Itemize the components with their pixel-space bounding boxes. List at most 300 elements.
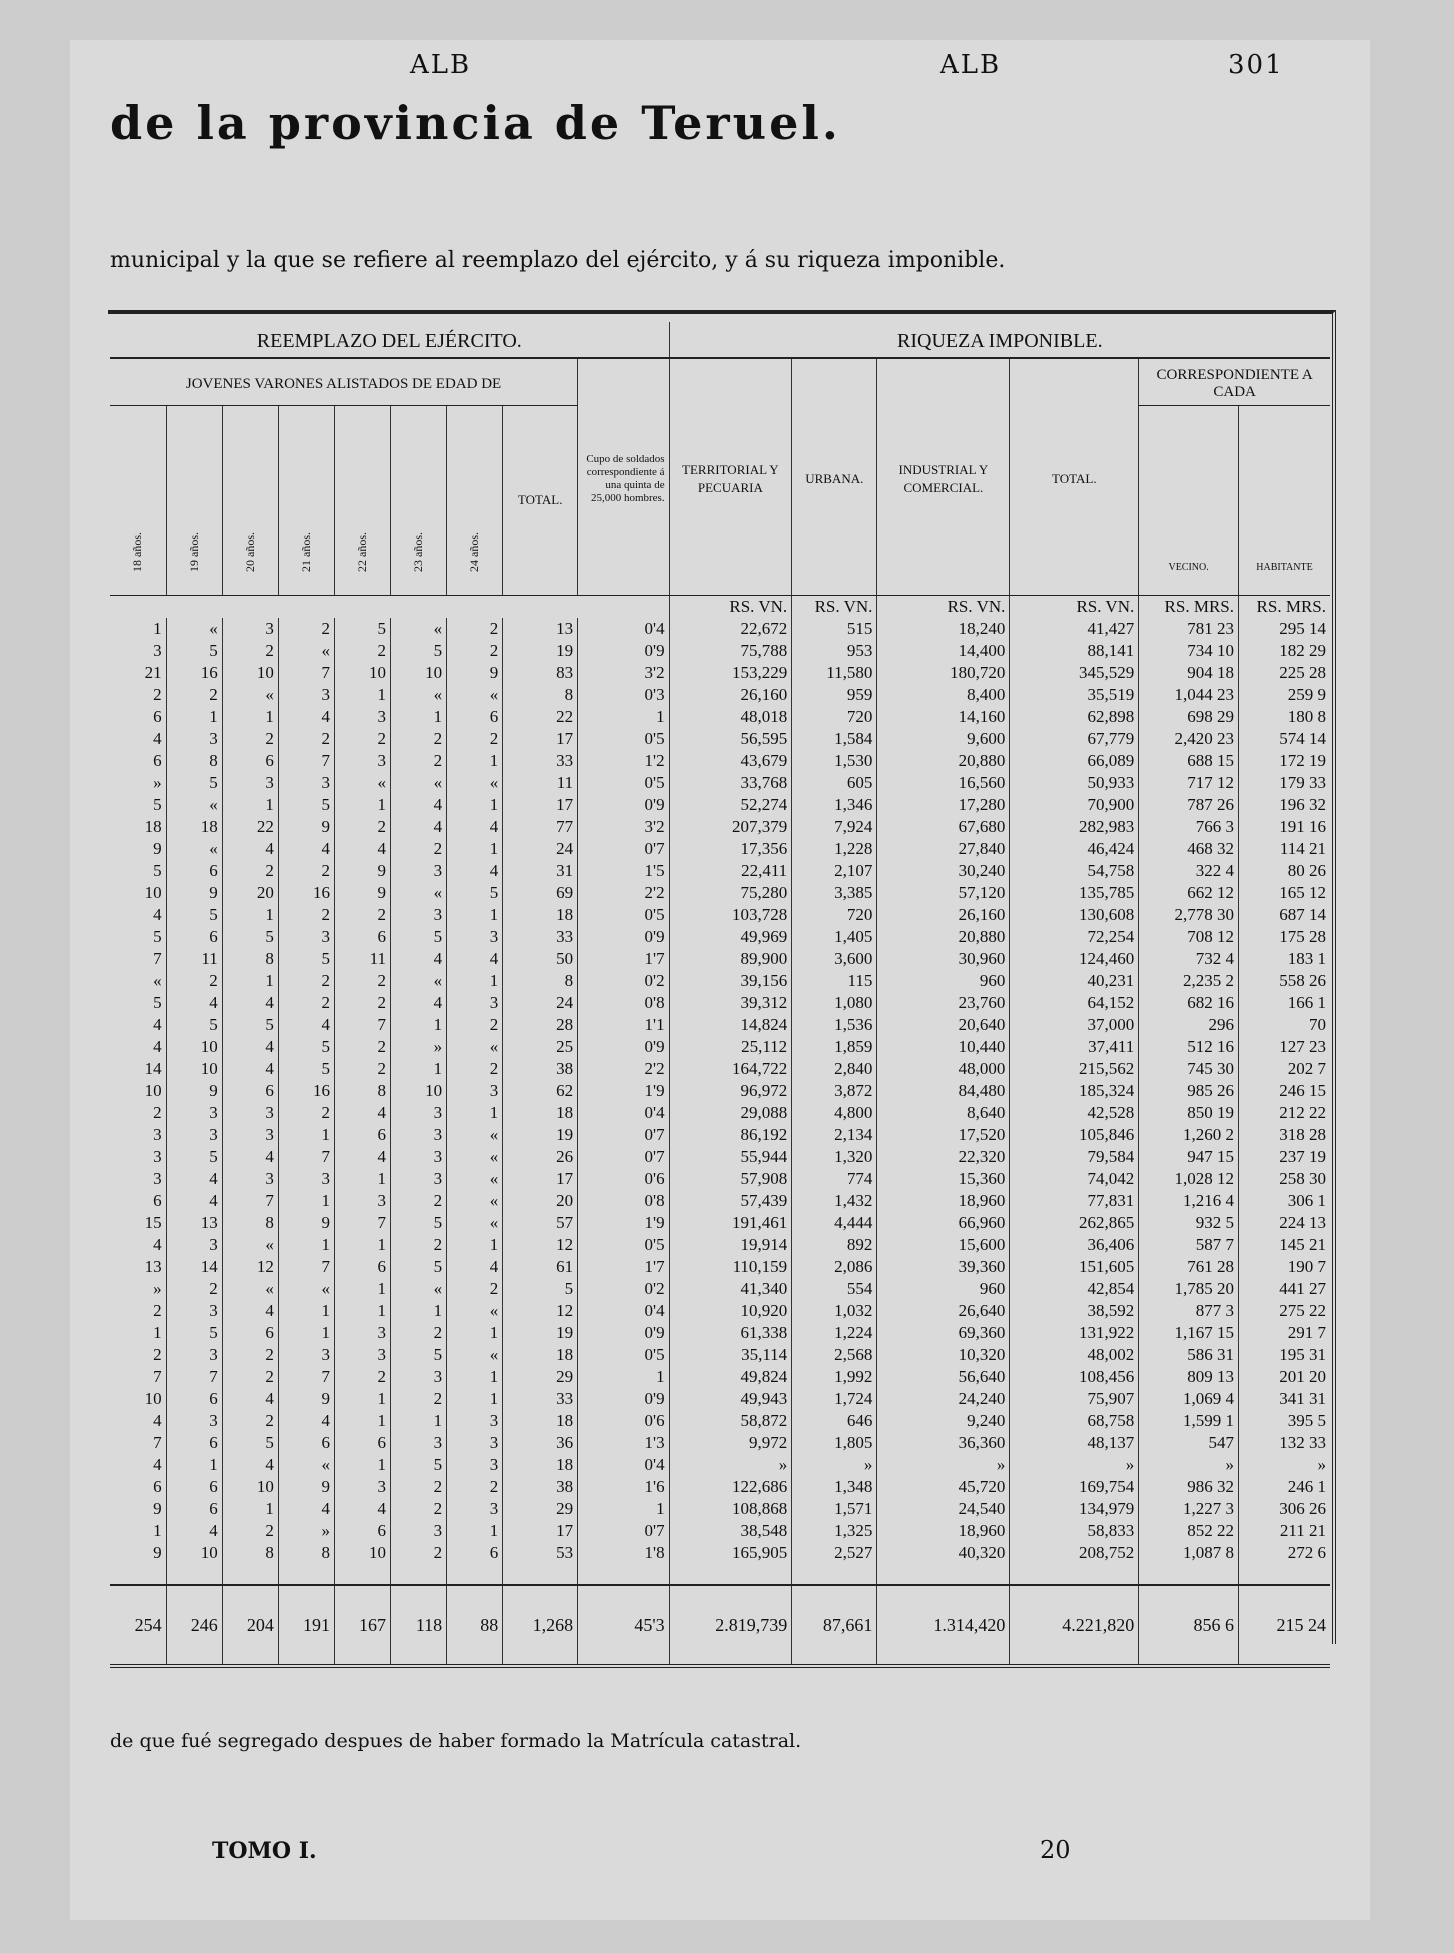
table-cell: 7 xyxy=(334,1014,390,1036)
table-cell: 3 xyxy=(166,728,222,750)
table-cell: 1,724 xyxy=(792,1388,877,1410)
table-cell: 14 xyxy=(144,1059,162,1078)
table-cell: 88,141 xyxy=(1010,640,1139,662)
table-cell: 7 xyxy=(278,1366,334,1388)
table-cell: 717 12 xyxy=(1139,772,1239,794)
table-cell: 3 xyxy=(334,1344,390,1366)
table-cell: 2 xyxy=(222,1410,278,1432)
table-cell: 42,854 xyxy=(1010,1278,1139,1300)
table-cell: 5 xyxy=(166,1322,222,1344)
table-cell: 0'5 xyxy=(578,904,670,926)
table-cell: 12 xyxy=(503,1300,578,1322)
table-cell: 1,992 xyxy=(792,1366,877,1388)
table-cell: « xyxy=(166,838,222,860)
table-row xyxy=(110,1476,1330,1498)
table-cell: 1,069 4 xyxy=(1139,1388,1239,1410)
table-cell: 5 xyxy=(222,1014,278,1036)
table-cell: 17 xyxy=(503,728,578,750)
table-cell: 5 xyxy=(391,1256,447,1278)
table-cell: 26,640 xyxy=(877,1300,1010,1322)
table-cell: 38 xyxy=(503,1476,578,1498)
table-cell: 2,086 xyxy=(792,1256,877,1278)
table-cell: 10 xyxy=(222,662,278,684)
table-cell: 18 xyxy=(503,904,578,926)
table-cell: 165,905 xyxy=(669,1542,792,1585)
table-cell: 5 xyxy=(278,1036,334,1058)
table-cell: 4 xyxy=(222,1300,278,1322)
total-cell: 87,661 xyxy=(792,1585,877,1666)
table-cell: 7 xyxy=(278,1256,334,1278)
table-cell: 688 15 xyxy=(1139,750,1239,772)
table-cell: 2 xyxy=(447,1278,503,1300)
table-cell: 258 30 xyxy=(1238,1168,1330,1190)
table-cell: 56,640 xyxy=(877,1366,1010,1388)
table-cell: 1 xyxy=(391,1058,447,1080)
table-cell: 190 7 xyxy=(1238,1256,1330,1278)
total-cell: 246 xyxy=(166,1585,222,1666)
table-cell: 2 xyxy=(391,1498,447,1520)
table-cell: 57,908 xyxy=(669,1168,792,1190)
table-cell: 6 xyxy=(278,1432,334,1454)
table-cell: 57,439 xyxy=(669,1190,792,1212)
table-cell: 6 xyxy=(222,1080,278,1102)
table-cell: 38,548 xyxy=(669,1520,792,1542)
table-cell: 2 xyxy=(278,970,334,992)
table-cell: 605 xyxy=(792,772,877,794)
table-cell: 54,758 xyxy=(1010,860,1139,882)
table-cell: 766 3 xyxy=(1139,816,1239,838)
table-cell: 2 xyxy=(278,618,334,640)
total-cell: 856 6 xyxy=(1139,1585,1239,1666)
table-cell: 39,312 xyxy=(669,992,792,1014)
table-cell: 6 xyxy=(153,1477,162,1496)
table-cell: 29 xyxy=(503,1366,578,1388)
table-cell: 37,000 xyxy=(1010,1014,1139,1036)
table-cell: » xyxy=(153,773,162,792)
table-cell: 4 xyxy=(153,1037,162,1056)
table-cell: 49,824 xyxy=(669,1366,792,1388)
table-cell: 196 32 xyxy=(1238,794,1330,816)
table-cell: 2,568 xyxy=(792,1344,877,1366)
table-cell: 2 xyxy=(391,838,447,860)
table-cell: 20 xyxy=(222,882,278,904)
table-cell: 225 28 xyxy=(1238,662,1330,684)
col-industrial: INDUSTRIAL Y COMERCIAL. xyxy=(877,358,1010,596)
table-cell: 24,540 xyxy=(877,1498,1010,1520)
table-cell: 108,868 xyxy=(669,1498,792,1520)
table-cell: 15,600 xyxy=(877,1234,1010,1256)
table-row xyxy=(110,1014,1330,1036)
table-cell: 761 28 xyxy=(1139,1256,1239,1278)
table-row xyxy=(110,1146,1330,1168)
table-cell: 0'3 xyxy=(578,684,670,706)
table-cell: 1 xyxy=(447,1366,503,1388)
table-cell: 180,720 xyxy=(877,662,1010,684)
table-cell: 1 xyxy=(447,838,503,860)
table-cell: 10 xyxy=(166,1542,222,1585)
table-cell: 850 19 xyxy=(1139,1102,1239,1124)
table-cell: 1 xyxy=(391,1014,447,1036)
table-cell: 291 7 xyxy=(1238,1322,1330,1344)
table-cell: 1 xyxy=(447,1388,503,1410)
table-cell: 28 xyxy=(503,1014,578,1036)
table-cell: 4 xyxy=(153,1455,162,1474)
table-cell: 3 xyxy=(391,1366,447,1388)
table-cell: 96,972 xyxy=(669,1080,792,1102)
table-cell: 547 xyxy=(1139,1432,1239,1454)
statistics-table xyxy=(110,322,1330,1668)
table-cell: 5 xyxy=(391,926,447,948)
table-cell: 1,432 xyxy=(792,1190,877,1212)
table-cell: 191 16 xyxy=(1238,816,1330,838)
table-cell: « xyxy=(222,1234,278,1256)
table-cell: 6 xyxy=(334,1256,390,1278)
table-cell: 33,768 xyxy=(669,772,792,794)
table-cell: 720 xyxy=(792,904,877,926)
table-cell: 0'7 xyxy=(578,1124,670,1146)
table-row xyxy=(110,1432,1330,1454)
table-cell: 4 xyxy=(334,1146,390,1168)
table-cell: 468 32 xyxy=(1139,838,1239,860)
table-cell: 4 xyxy=(166,1168,222,1190)
table-cell: 2 xyxy=(278,728,334,750)
table-cell: 4 xyxy=(166,1190,222,1212)
table-cell: 2 xyxy=(278,904,334,926)
table-cell: » xyxy=(391,1036,447,1058)
table-cell: 2 xyxy=(278,992,334,1014)
table-cell: 7 xyxy=(278,750,334,772)
table-cell: 10 xyxy=(166,1036,222,1058)
table-cell: 24 xyxy=(503,838,578,860)
table-cell: 6 xyxy=(166,860,222,882)
table-cell: 27,840 xyxy=(877,838,1010,860)
table-cell: 3 xyxy=(166,1300,222,1322)
table-row xyxy=(110,1256,1330,1278)
table-cell: 33 xyxy=(503,926,578,948)
table-cell: 3 xyxy=(166,1234,222,1256)
table-cell: 83 xyxy=(503,662,578,684)
table-cell: 62 xyxy=(503,1080,578,1102)
table-cell: 41,427 xyxy=(1010,618,1139,640)
table-cell: 86,192 xyxy=(669,1124,792,1146)
col-vecino: VECINO. xyxy=(1139,406,1239,596)
table-cell: 1 xyxy=(391,1300,447,1322)
table-cell: 1 xyxy=(334,1300,390,1322)
table-cell: » xyxy=(153,1279,162,1298)
table-cell: 48,137 xyxy=(1010,1432,1139,1454)
table-row xyxy=(110,1344,1330,1366)
table-cell: 6 xyxy=(166,1476,222,1498)
table-cell: 3 xyxy=(222,1124,278,1146)
table-cell: 35,114 xyxy=(669,1344,792,1366)
table-cell: 246 15 xyxy=(1238,1080,1330,1102)
col-territorial: TERRITORIAL Y PECUARIA xyxy=(669,358,792,596)
table-cell: 20 xyxy=(503,1190,578,1212)
table-cell: 18 xyxy=(503,1410,578,1432)
table-cell: 3 xyxy=(334,1476,390,1498)
table-cell: 79,584 xyxy=(1010,1146,1139,1168)
table-cell: 4 xyxy=(447,860,503,882)
table-cell: 67,680 xyxy=(877,816,1010,838)
table-cell: 53 xyxy=(503,1542,578,1585)
table-cell: 3 xyxy=(153,1169,162,1188)
table-cell: 5 xyxy=(278,1058,334,1080)
table-cell: « xyxy=(166,794,222,816)
table-cell: 0'6 xyxy=(578,1168,670,1190)
table-cell: 1 xyxy=(334,684,390,706)
table-cell: 75,788 xyxy=(669,640,792,662)
unit-label: RS. VN. xyxy=(877,596,1010,619)
table-cell: 127 23 xyxy=(1238,1036,1330,1058)
table-cell: 6 xyxy=(334,1520,390,1542)
table-cell: 10 xyxy=(144,883,162,902)
table-cell: 72,254 xyxy=(1010,926,1139,948)
table-cell: 4 xyxy=(278,838,334,860)
table-cell: 5 xyxy=(166,904,222,926)
table-cell: 2 xyxy=(222,1366,278,1388)
table-cell: 1 xyxy=(153,1323,162,1342)
table-cell: 1 xyxy=(447,1102,503,1124)
table-cell: 180 8 xyxy=(1238,706,1330,728)
table-cell: 4 xyxy=(391,992,447,1014)
table-cell: 19 xyxy=(503,1124,578,1146)
table-cell: 33 xyxy=(503,1388,578,1410)
table-cell: 8 xyxy=(222,948,278,970)
table-cell: 22 xyxy=(222,816,278,838)
table-cell: 1 xyxy=(447,904,503,926)
table-cell: 151,605 xyxy=(1010,1256,1139,1278)
table-cell: 9 xyxy=(153,839,162,858)
table-cell: 5 xyxy=(153,861,162,880)
table-cell: 3 xyxy=(447,1432,503,1454)
table-cell: « xyxy=(278,1454,334,1476)
table-cell: 1 xyxy=(153,1521,162,1540)
table-cell: 5 xyxy=(391,1454,447,1476)
table-cell: 1,087 8 xyxy=(1139,1542,1239,1585)
table-cell: 6 xyxy=(153,751,162,770)
table-cell: 272 6 xyxy=(1238,1542,1330,1585)
table-cell: 169,754 xyxy=(1010,1476,1139,1498)
table-cell: 0'9 xyxy=(578,926,670,948)
table-cell: 2,420 23 xyxy=(1139,728,1239,750)
table-cell: 3 xyxy=(447,992,503,1014)
table-cell: 9 xyxy=(153,1543,162,1562)
table-cell: 64,152 xyxy=(1010,992,1139,1014)
table-cell: 1 xyxy=(578,706,670,728)
table-row xyxy=(110,1278,1330,1300)
table-cell: 61,338 xyxy=(669,1322,792,1344)
table-cell: 2'2 xyxy=(578,882,670,904)
table-cell: 16 xyxy=(278,1080,334,1102)
table-cell: 2 xyxy=(391,1476,447,1498)
table-row xyxy=(110,1058,1330,1080)
table-cell: 3 xyxy=(447,1410,503,1432)
table-cell: 68,758 xyxy=(1010,1410,1139,1432)
table-cell: 25 xyxy=(503,1036,578,1058)
table-cell: 687 14 xyxy=(1238,904,1330,926)
table-cell: 1 xyxy=(222,706,278,728)
table-cell: 36,360 xyxy=(877,1432,1010,1454)
col-total-riqueza: TOTAL. xyxy=(1010,358,1139,596)
table-cell: 10 xyxy=(334,662,390,684)
table-cell: 9 xyxy=(153,1499,162,1518)
table-cell: 3 xyxy=(166,1102,222,1124)
table-cell: 130,608 xyxy=(1010,904,1139,926)
table-cell: 2 xyxy=(153,1345,162,1364)
table-row xyxy=(110,1388,1330,1410)
table-row xyxy=(110,1212,1330,1234)
table-row xyxy=(110,904,1330,926)
table-cell: 2 xyxy=(153,1103,162,1122)
table-cell: 0'4 xyxy=(578,1300,670,1322)
table-cell: 6 xyxy=(334,1432,390,1454)
table-cell: 6 xyxy=(166,1498,222,1520)
table-cell: 259 9 xyxy=(1238,684,1330,706)
table-cell: 18 xyxy=(503,1454,578,1476)
table-cell: « xyxy=(447,1146,503,1168)
table-cell: 37,411 xyxy=(1010,1036,1139,1058)
table-cell: 5 xyxy=(278,948,334,970)
table-cell: 1 xyxy=(278,1190,334,1212)
table-cell: 4 xyxy=(222,1146,278,1168)
table-cell: 4 xyxy=(222,992,278,1014)
table-cell: 3 xyxy=(278,1344,334,1366)
running-head-left: ALB xyxy=(410,50,472,80)
table-cell: 4 xyxy=(334,1102,390,1124)
table-cell: 5 xyxy=(166,772,222,794)
table-cell: 8 xyxy=(222,1542,278,1585)
table-cell: 3 xyxy=(166,1410,222,1432)
table-cell: 9 xyxy=(278,816,334,838)
table-cell: 8 xyxy=(278,1542,334,1585)
table-cell: 947 15 xyxy=(1139,1146,1239,1168)
table-row xyxy=(110,882,1330,904)
table-cell: 9,972 xyxy=(669,1432,792,1454)
table-row xyxy=(110,838,1330,860)
table-cell: 2 xyxy=(447,728,503,750)
table-cell: 1,571 xyxy=(792,1498,877,1520)
table-cell: 852 22 xyxy=(1139,1520,1239,1542)
footnote: de que fué segregado despues de haber formado la Matrícula catastral. xyxy=(110,1730,802,1752)
table-cell: 48,002 xyxy=(1010,1344,1139,1366)
table-cell: 35,519 xyxy=(1010,684,1139,706)
table-cell: 9 xyxy=(278,1388,334,1410)
table-cell: 892 xyxy=(792,1234,877,1256)
table-cell: 3 xyxy=(391,1520,447,1542)
table-cell: 296 xyxy=(1139,1014,1239,1036)
table-cell: 4 xyxy=(391,948,447,970)
table-cell: 26,160 xyxy=(877,904,1010,926)
group-riqueza: RIQUEZA IMPONIBLE. xyxy=(669,322,1330,358)
table-cell: 2 xyxy=(278,860,334,882)
table-cell: 1 xyxy=(334,1168,390,1190)
table-cell: « xyxy=(391,970,447,992)
table-cell: 275 22 xyxy=(1238,1300,1330,1322)
col-urbana: URBANA. xyxy=(792,358,877,596)
table-cell: » xyxy=(877,1454,1010,1476)
table-cell: » xyxy=(792,1454,877,1476)
table-cell: 1'9 xyxy=(578,1080,670,1102)
table-cell: 17 xyxy=(503,1168,578,1190)
table-cell: 1 xyxy=(334,1454,390,1476)
table-cell: 13 xyxy=(166,1212,222,1234)
table-cell: 3 xyxy=(278,926,334,948)
table-cell: 1 xyxy=(334,1234,390,1256)
table-cell: 24,240 xyxy=(877,1388,1010,1410)
table-cell: 4 xyxy=(153,729,162,748)
table-cell: 787 26 xyxy=(1139,794,1239,816)
table-cell: 8 xyxy=(503,970,578,992)
table-cell: 3 xyxy=(278,1168,334,1190)
table-cell: « xyxy=(222,1278,278,1300)
table-cell: 1 xyxy=(278,1234,334,1256)
table-cell: « xyxy=(391,882,447,904)
table-row xyxy=(110,1410,1330,1432)
table-cell: 0'9 xyxy=(578,1036,670,1058)
table-cell: 1 xyxy=(166,706,222,728)
table-cell: 55,944 xyxy=(669,1146,792,1168)
table-cell: 110,159 xyxy=(669,1256,792,1278)
table-cell: 0'9 xyxy=(578,794,670,816)
table-row xyxy=(110,1234,1330,1256)
table-cell: 3 xyxy=(334,1190,390,1212)
table-cell: 12 xyxy=(503,1234,578,1256)
table-row xyxy=(110,1498,1330,1520)
table-cell: 1 xyxy=(578,1498,670,1520)
table-cell: 10 xyxy=(391,662,447,684)
table-cell: 7 xyxy=(278,662,334,684)
table-cell: 36,406 xyxy=(1010,1234,1139,1256)
units-row xyxy=(110,596,1330,619)
table-cell: 3 xyxy=(222,1168,278,1190)
table-cell: 774 xyxy=(792,1168,877,1190)
table-cell: « xyxy=(447,772,503,794)
table-row xyxy=(110,926,1330,948)
table-cell: 70,900 xyxy=(1010,794,1139,816)
table-cell: 6 xyxy=(166,1388,222,1410)
table-row xyxy=(110,1102,1330,1124)
table-cell: « xyxy=(447,1036,503,1058)
table-cell: 6 xyxy=(334,1124,390,1146)
col-age-24: 24 años. xyxy=(447,406,503,596)
table-cell: 1 xyxy=(222,970,278,992)
table-cell: 1,805 xyxy=(792,1432,877,1454)
table-cell: 30,960 xyxy=(877,948,1010,970)
table-cell: 3 xyxy=(153,1147,162,1166)
table-cell: 38,592 xyxy=(1010,1300,1139,1322)
table-cell: 3 xyxy=(222,772,278,794)
table-cell: 172 19 xyxy=(1238,750,1330,772)
table-cell: 16 xyxy=(278,882,334,904)
table-cell: 904 18 xyxy=(1139,662,1239,684)
table-cell: 781 23 xyxy=(1139,618,1239,640)
table-cell: 49,943 xyxy=(669,1388,792,1410)
table-cell: 41,340 xyxy=(669,1278,792,1300)
table-cell: 3 xyxy=(391,1432,447,1454)
table-cell: 1 xyxy=(153,619,162,638)
table-cell: 1'9 xyxy=(578,1212,670,1234)
table-cell: 295 14 xyxy=(1238,618,1330,640)
table-cell: 50 xyxy=(503,948,578,970)
total-cell: 254 xyxy=(110,1585,166,1666)
table-cell: 103,728 xyxy=(669,904,792,926)
table-cell: 166 1 xyxy=(1238,992,1330,1014)
table-cell: 2 xyxy=(334,992,390,1014)
table-cell: 3 xyxy=(391,1102,447,1124)
table-cell: 207,379 xyxy=(669,816,792,838)
table-cell: 306 26 xyxy=(1238,1498,1330,1520)
table-cell: 191,461 xyxy=(669,1212,792,1234)
